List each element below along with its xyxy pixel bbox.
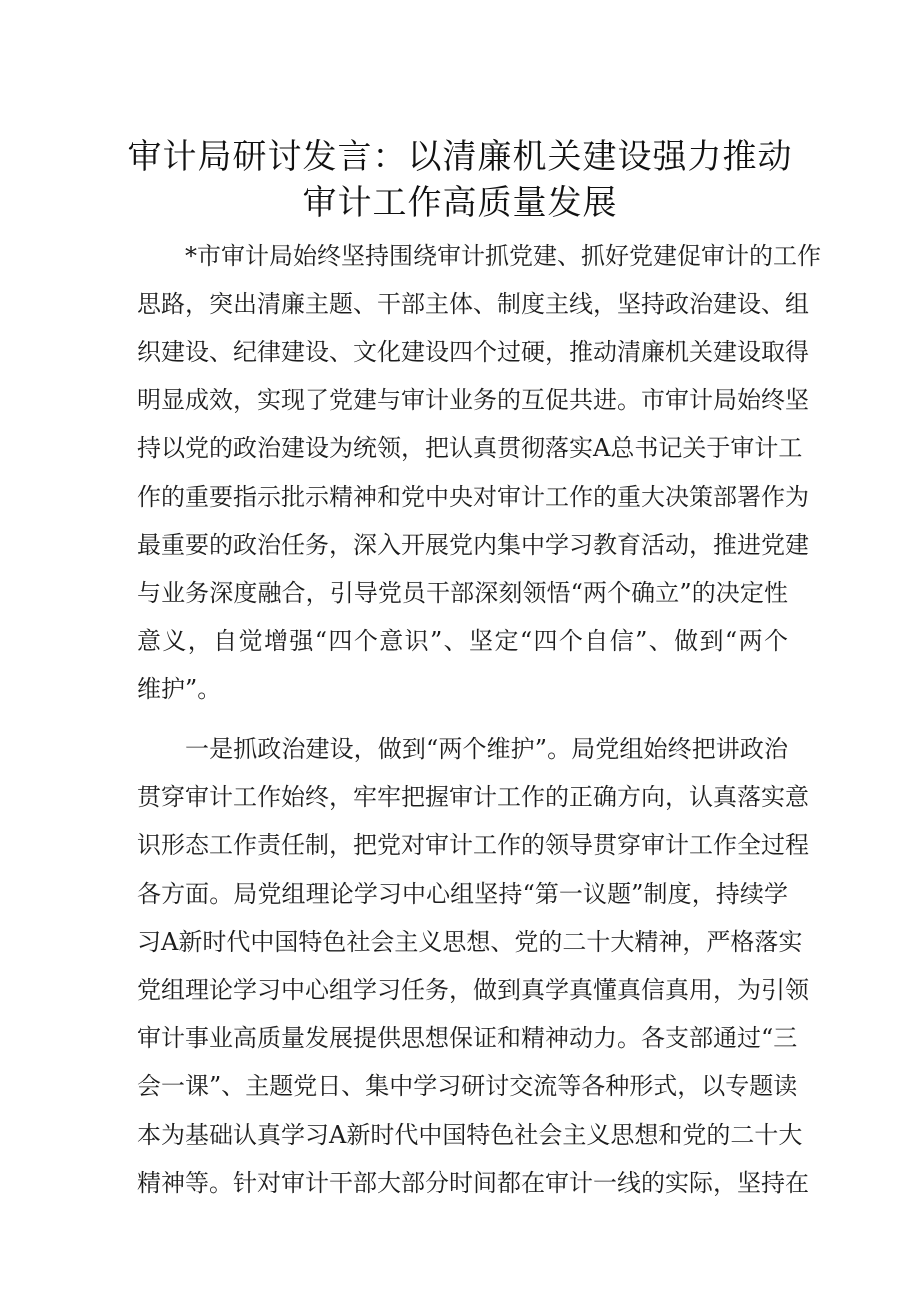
paragraph-line: 识形态工作责任制，把党对审计工作的领导贯穿审计工作全过程 — [137, 831, 809, 859]
paragraph-line: 作的重要指示批示精神和党中央对审计工作的重大决策部署作为 — [137, 483, 809, 511]
paragraph-line: 会一课”、主题党日、集中学习研讨交流等各种形式，以专题读 — [137, 1072, 798, 1100]
paragraph-line: 织建设、纪律建设、文化建设四个过硬，推动清廉机关建设取得 — [137, 338, 809, 366]
paragraph-line: 维护”。 — [137, 675, 222, 703]
document-title-line-1: 审计局研讨发言：以清廉机关建设强力推动 — [127, 137, 793, 177]
paragraph-line: 一是抓政治建设，做到“两个维护”。局党组始终把讲政治 — [185, 735, 788, 763]
paragraph-line: 习A新时代中国特色社会主义思想、党的二十大精神，严格落实 — [137, 928, 803, 956]
paragraph-line: 精神等。针对审计干部大部分时间都在审计一线的实际，坚持在 — [137, 1169, 809, 1197]
paragraph-line: 明显成效，实现了党建与审计业务的互促共进。市审计局始终坚 — [137, 386, 809, 414]
paragraph-line: 党组理论学习中心组学习任务，做到真学真懂真信真用，为引领 — [137, 976, 809, 1004]
paragraph-line: 各方面。局党组理论学习中心组坚持“第一议题”制度，持续学 — [137, 880, 788, 908]
paragraph-line: 持以党的政治建设为统领，把认真贯彻落实A总书记关于审计工 — [137, 434, 803, 462]
paragraph-line: 意义，自觉增强“四个意识”、坚定“四个自信”、做到“两个 — [137, 627, 788, 655]
paragraph-line: 最重要的政治任务，深入开展党内集中学习教育活动，推进党建 — [137, 531, 809, 559]
paragraph-line: 本为基础认真学习A新时代中国特色社会主义思想和党的二十大 — [137, 1121, 803, 1149]
document-title-line-2: 审计工作高质量发展 — [302, 183, 618, 223]
paragraph-line: 审计事业高质量发展提供思想保证和精神动力。各支部通过“三 — [137, 1024, 798, 1052]
paragraph-line: 思路，突出清廉主题、干部主体、制度主线，坚持政治建设、组 — [137, 290, 809, 318]
paragraph-line: 贯穿审计工作始终，牢牢把握审计工作的正确方向，认真落实意 — [137, 783, 809, 811]
paragraph-line: 与业务深度融合，引导党员干部深刻领悟“两个确立”的决定性 — [137, 579, 788, 607]
paragraph-line: *市审计局始终坚持围绕审计抓党建、抓好党建促审计的工作 — [185, 242, 821, 270]
